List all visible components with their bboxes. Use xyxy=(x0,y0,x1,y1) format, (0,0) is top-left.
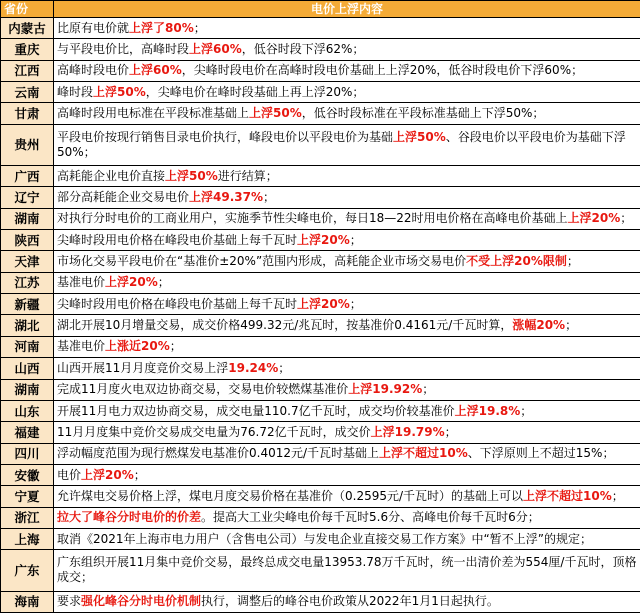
content-cell xyxy=(54,379,640,400)
content-cell xyxy=(54,272,640,293)
content-text: 湖北开展10月增量交易，成交价格499.32元/兆瓦时，按基准价0.4161元/千瓦时算， xyxy=(57,318,513,333)
content-text: 完成11月度火电双边协商交易，交易电价较燃煤基准价 xyxy=(57,382,349,397)
content-cell xyxy=(54,550,640,591)
province-cell: 安徽 xyxy=(1,464,54,485)
content-text: 广东组织开展11月集中竞价交易，最终总成交电量13953.78万千瓦时，统一出清价差为554厘/千瓦时，顶格成交； xyxy=(57,555,637,585)
content-text: ； xyxy=(349,232,362,247)
table-row xyxy=(1,230,640,251)
table-row xyxy=(1,464,640,485)
content-text: ； xyxy=(611,488,624,503)
content-cell xyxy=(54,39,640,60)
content-text: ； xyxy=(263,190,276,205)
content-text: 允许煤电交易价格上浮，煤电月度交易价格在基准价（0.2595元/千瓦时）的基础上可以 xyxy=(57,488,524,503)
content-text: 比原有电价就 xyxy=(57,20,130,35)
content-text: ； xyxy=(193,20,206,35)
highlight-text: 上浮20% xyxy=(297,296,350,311)
table-row xyxy=(1,272,640,293)
highlight-text: 上浮60% xyxy=(189,42,242,57)
content-text: ； xyxy=(566,254,579,269)
table-row xyxy=(1,507,640,528)
content-text: ； xyxy=(278,360,291,375)
highlight-text: 上浮50% xyxy=(393,129,446,144)
content-text: 平段电价按现行销售目录电价执行，峰段电价以平段电价为基础 xyxy=(57,129,394,144)
content-text: 与平段电价比，高峰时段 xyxy=(57,42,190,57)
highlight-text: 上浮不超过10% xyxy=(523,488,612,503)
table-body xyxy=(1,18,640,613)
province-cell: 山西 xyxy=(1,358,54,379)
province-cell: 天津 xyxy=(1,251,54,272)
highlight-text: 上浮49.37% xyxy=(189,190,263,205)
content-cell xyxy=(54,208,640,229)
content-cell xyxy=(54,507,640,528)
content-text: 进行结算； xyxy=(217,168,278,183)
highlight-text: 上浮20% xyxy=(567,211,621,226)
content-cell xyxy=(54,336,640,357)
highlight-text: 上浮19.8% xyxy=(454,403,521,418)
table-row xyxy=(1,528,640,549)
content-text: 峰时段 xyxy=(57,84,94,99)
table-row xyxy=(1,103,640,124)
content-cell xyxy=(54,464,640,485)
content-text: 尖峰时段用电价格在峰段电价基础上每千瓦时 xyxy=(57,232,298,247)
table-row xyxy=(1,208,640,229)
highlight-text: 上浮20% xyxy=(105,275,158,290)
highlight-text: 不受上浮20%限制 xyxy=(466,254,567,269)
content-cell xyxy=(54,124,640,165)
table-row xyxy=(1,124,640,165)
table-row xyxy=(1,486,640,507)
content-text: ； xyxy=(133,467,146,482)
content-text: 高峰时段电价 xyxy=(57,63,130,78)
province-cell: 上海 xyxy=(1,528,54,549)
highlight-text: 上浮20% xyxy=(297,232,350,247)
table-row xyxy=(1,18,640,39)
table-row xyxy=(1,166,640,187)
highlight-text: 上浮60% xyxy=(129,63,182,78)
province-cell: 江西 xyxy=(1,60,54,81)
table-row xyxy=(1,82,640,103)
content-cell xyxy=(54,166,640,187)
highlight-text: 上浮50% xyxy=(165,168,218,183)
province-cell: 辽宁 xyxy=(1,187,54,208)
content-text: ； xyxy=(422,382,435,397)
content-cell xyxy=(54,18,640,39)
content-text: 取消《2021年上海市电力用户（含售电公司）与发电企业直接交易工作方案》中“暂不上浮”的规定； xyxy=(57,531,592,546)
table-row xyxy=(1,591,640,612)
province-cell: 陕西 xyxy=(1,230,54,251)
content-text: ； xyxy=(169,339,182,354)
province-cell: 重庆 xyxy=(1,39,54,60)
content-text: 执行，调整后的峰谷电价政策从2022年1月1日起执行。 xyxy=(201,594,499,609)
content-text: 高峰时段用电标准在平段标准基础上 xyxy=(57,106,250,121)
table-row xyxy=(1,39,640,60)
content-cell xyxy=(54,60,640,81)
highlight-text: 上浮20% xyxy=(81,467,134,482)
content-text: 开展11月电力双边协商交易，成交电量110.7亿千瓦时，成交均价较基准价 xyxy=(57,403,455,418)
highlight-text: 19.24% xyxy=(228,360,279,375)
content-text: 浮动幅度范围为现行燃煤发电基准价0.4012元/千瓦时基础上 xyxy=(57,446,380,461)
content-text: ； xyxy=(444,424,457,439)
content-text: ； xyxy=(520,403,533,418)
header-row xyxy=(1,1,640,18)
highlight-text: 上浮50% xyxy=(249,106,302,121)
province-cell: 海南 xyxy=(1,591,54,612)
content-text: 基准电价 xyxy=(57,275,106,290)
province-cell: 宁夏 xyxy=(1,486,54,507)
content-cell xyxy=(54,591,640,612)
province-cell: 四川 xyxy=(1,443,54,464)
province-cell: 湖北 xyxy=(1,315,54,336)
content-cell xyxy=(54,528,640,549)
content-cell xyxy=(54,187,640,208)
content-text: 对执行分时电价的工商业用户，实施季节性尖峰电价，每日18—22时用电价格在高峰电价基础上 xyxy=(57,211,568,226)
content-text: 电价 xyxy=(57,467,82,482)
province-cell: 湖南 xyxy=(1,379,54,400)
table-row xyxy=(1,422,640,443)
content-cell xyxy=(54,103,640,124)
content-text: ； xyxy=(565,318,578,333)
table-row xyxy=(1,379,640,400)
content-text: ，尖峰电价在峰时段基础上再上浮20%； xyxy=(145,84,365,99)
table-row xyxy=(1,443,640,464)
highlight-text: 拉大了峰谷分时电价的价差 xyxy=(57,510,202,525)
content-text: 基准电价 xyxy=(57,339,106,354)
content-text: 尖峰时段用电价格在峰段电价基础上每千瓦时 xyxy=(57,296,298,311)
highlight-text: 上涨近20% xyxy=(105,339,170,354)
province-cell: 福建 xyxy=(1,422,54,443)
content-text: ，低谷时段标准在平段标准基础上下浮50%； xyxy=(301,106,545,121)
highlight-text: 上浮19.79% xyxy=(370,424,445,439)
content-cell xyxy=(54,315,640,336)
content-text: 市场化交易平段电价在“基准价±20%”范围内形成，高耗能企业市场交易电价 xyxy=(57,254,467,269)
table-row xyxy=(1,336,640,357)
highlight-text: 强化峰谷分时电价机制 xyxy=(81,594,202,609)
content-cell xyxy=(54,230,640,251)
header-content: 电价上浮内容 xyxy=(54,1,640,18)
content-text: 部分高耗能企业交易电价 xyxy=(57,190,190,205)
highlight-text: 上浮19.92% xyxy=(348,382,423,397)
table-row xyxy=(1,251,640,272)
province-cell: 江苏 xyxy=(1,272,54,293)
content-text: 高耗能企业电价直接 xyxy=(57,168,166,183)
table-row xyxy=(1,187,640,208)
highlight-text: 涨幅20% xyxy=(512,318,566,333)
content-cell xyxy=(54,358,640,379)
content-cell xyxy=(54,486,640,507)
content-text: ，低谷时段下浮62%； xyxy=(241,42,365,57)
province-cell: 河南 xyxy=(1,336,54,357)
province-cell: 广西 xyxy=(1,166,54,187)
table-row xyxy=(1,315,640,336)
highlight-text: 上浮50% xyxy=(93,84,146,99)
content-text: ； xyxy=(157,275,170,290)
content-text: 、谷段电价以平段电价为基础下浮50%； xyxy=(57,129,626,159)
table-row xyxy=(1,60,640,81)
content-text: ； xyxy=(620,211,633,226)
content-text: 、下浮原则上不超过15%； xyxy=(467,446,615,461)
content-cell xyxy=(54,294,640,315)
content-cell xyxy=(54,82,640,103)
table-row xyxy=(1,400,640,421)
province-cell: 新疆 xyxy=(1,294,54,315)
table-row xyxy=(1,358,640,379)
content-text: 11月月度集中竞价交易成交电量为76.72亿千瓦时，成交价 xyxy=(57,424,371,439)
province-cell: 云南 xyxy=(1,82,54,103)
highlight-text: 上浮不超过10% xyxy=(379,446,468,461)
province-cell: 广东 xyxy=(1,550,54,591)
content-text: 。提高大工业尖峰电价每千瓦时5.6分、高峰电价每千瓦时6分； xyxy=(201,510,540,525)
content-text: ； xyxy=(349,296,362,311)
table-row xyxy=(1,294,640,315)
content-text: 要求 xyxy=(57,594,82,609)
province-cell: 内蒙古 xyxy=(1,18,54,39)
province-cell: 湖南 xyxy=(1,208,54,229)
province-cell: 甘肃 xyxy=(1,103,54,124)
content-cell xyxy=(54,443,640,464)
content-cell xyxy=(54,251,640,272)
province-cell: 山东 xyxy=(1,400,54,421)
province-cell: 浙江 xyxy=(1,507,54,528)
content-text: ，尖峰时段电价在高峰时段电价基础上上浮20%，低谷时段电价下浮60%； xyxy=(181,63,584,78)
header-province: 省份 xyxy=(1,1,54,18)
content-cell xyxy=(54,422,640,443)
content-cell xyxy=(54,400,640,421)
highlight-text: 上浮了80% xyxy=(129,20,194,35)
table-row xyxy=(1,550,640,591)
province-cell: 贵州 xyxy=(1,124,54,165)
content-text: 山西开展11月月度竞价交易上浮 xyxy=(57,360,229,375)
